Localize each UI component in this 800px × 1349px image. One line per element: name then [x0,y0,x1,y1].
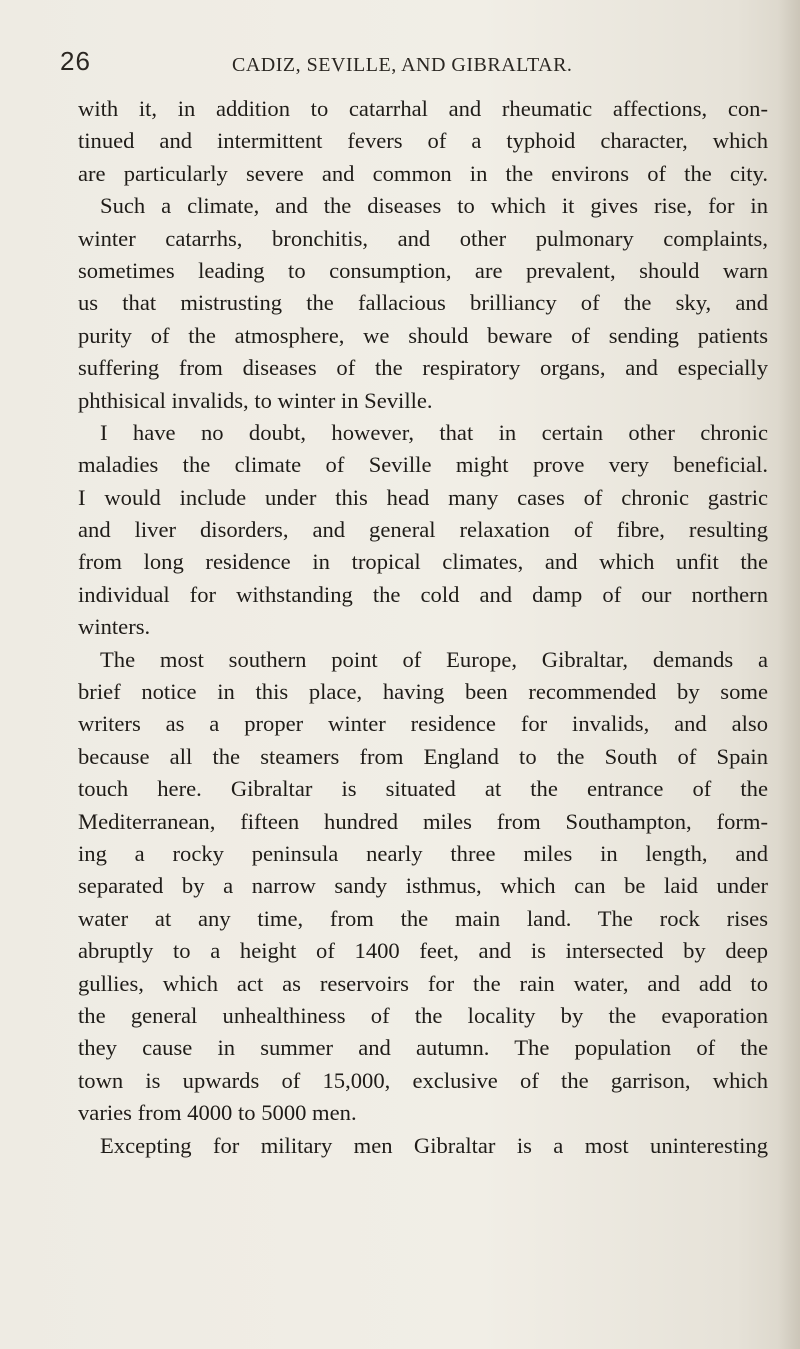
running-title: CADIZ, SEVILLE, AND GIBRALTAR. [232,54,573,76]
text-line: tinued and intermittent fevers of a typhoid character, which [78,128,768,154]
text-line: the general unhealthiness of the locality by the evaporation [78,1002,768,1028]
text-line: varies from 4000 to 5000 men. [78,1100,357,1126]
text-line: us that mistrusting the fallacious brilliancy of the sky, and [78,290,768,316]
text-line: abruptly to a height of 1400 feet, and is intersected by deep [78,938,768,964]
text-line: I would include under this head many cases of chronic gastric [78,484,768,510]
text-line: The most southern point of Europe, Gibraltar, demands a [100,646,768,672]
text-line: with it, in addition to catarrhal and rheumatic affections, con- [78,96,768,121]
text-line: town is upwards of 15,000, exclusive of the garrison, which [78,1067,768,1093]
text-line: sometimes leading to consumption, are prevalent, should warn [78,257,768,283]
text-line: are particularly severe and common in the environs of the city. [78,160,768,186]
text-line: brief notice in this place, having been recommended by some [78,679,768,705]
body-text [78,93,768,1162]
text-line: phthisical invalids, to winter in Seville. [78,387,433,413]
text-line: Mediterranean, fifteen hundred miles from Southampton, form- [78,808,768,834]
text-line: water at any time, from the main land. The rock rises [78,905,768,931]
text-line: Such a climate, and the diseases to which it gives rise, for in [100,193,768,219]
text-line: separated by a narrow sandy isthmus, which can be laid under [78,873,768,899]
text-line: ing a rocky peninsula nearly three miles in length, and [78,840,768,866]
text-line: winters. [78,614,151,640]
text-line: suffering from diseases of the respiratory organs, and especially [78,355,768,381]
text-line: winter catarrhs, bronchitis, and other pulmonary complaints, [78,225,768,251]
text-line: individual for withstanding the cold and damp of our northern [78,581,768,607]
text-line: because all the steamers from England to the South of Spain [78,743,768,769]
text-line: purity of the atmosphere, we should beware of sending patients [78,322,768,348]
text-line: gullies, which act as reservoirs for the rain water, and add to [78,970,768,996]
text-line: touch here. Gibraltar is situated at the entrance of the [78,776,768,802]
text-line: from long residence in tropical climates, and which unfit the [78,549,768,575]
text-line: they cause in summer and autumn. The population of the [78,1035,768,1061]
page-number: 26 [60,46,91,76]
text-line: writers as a proper winter residence for invalids, and also [78,711,768,737]
text-line: Excepting for military men Gibraltar is a most uninteresting [100,1132,768,1158]
page-header [60,46,760,80]
text-line: I have no doubt, however, that in certain other chronic [100,419,768,445]
text-line: and liver disorders, and general relaxation of fibre, resulting [78,517,768,543]
page-edge-shadow [778,0,800,1349]
text-line: maladies the climate of Seville might prove very beneficial. [78,452,768,478]
